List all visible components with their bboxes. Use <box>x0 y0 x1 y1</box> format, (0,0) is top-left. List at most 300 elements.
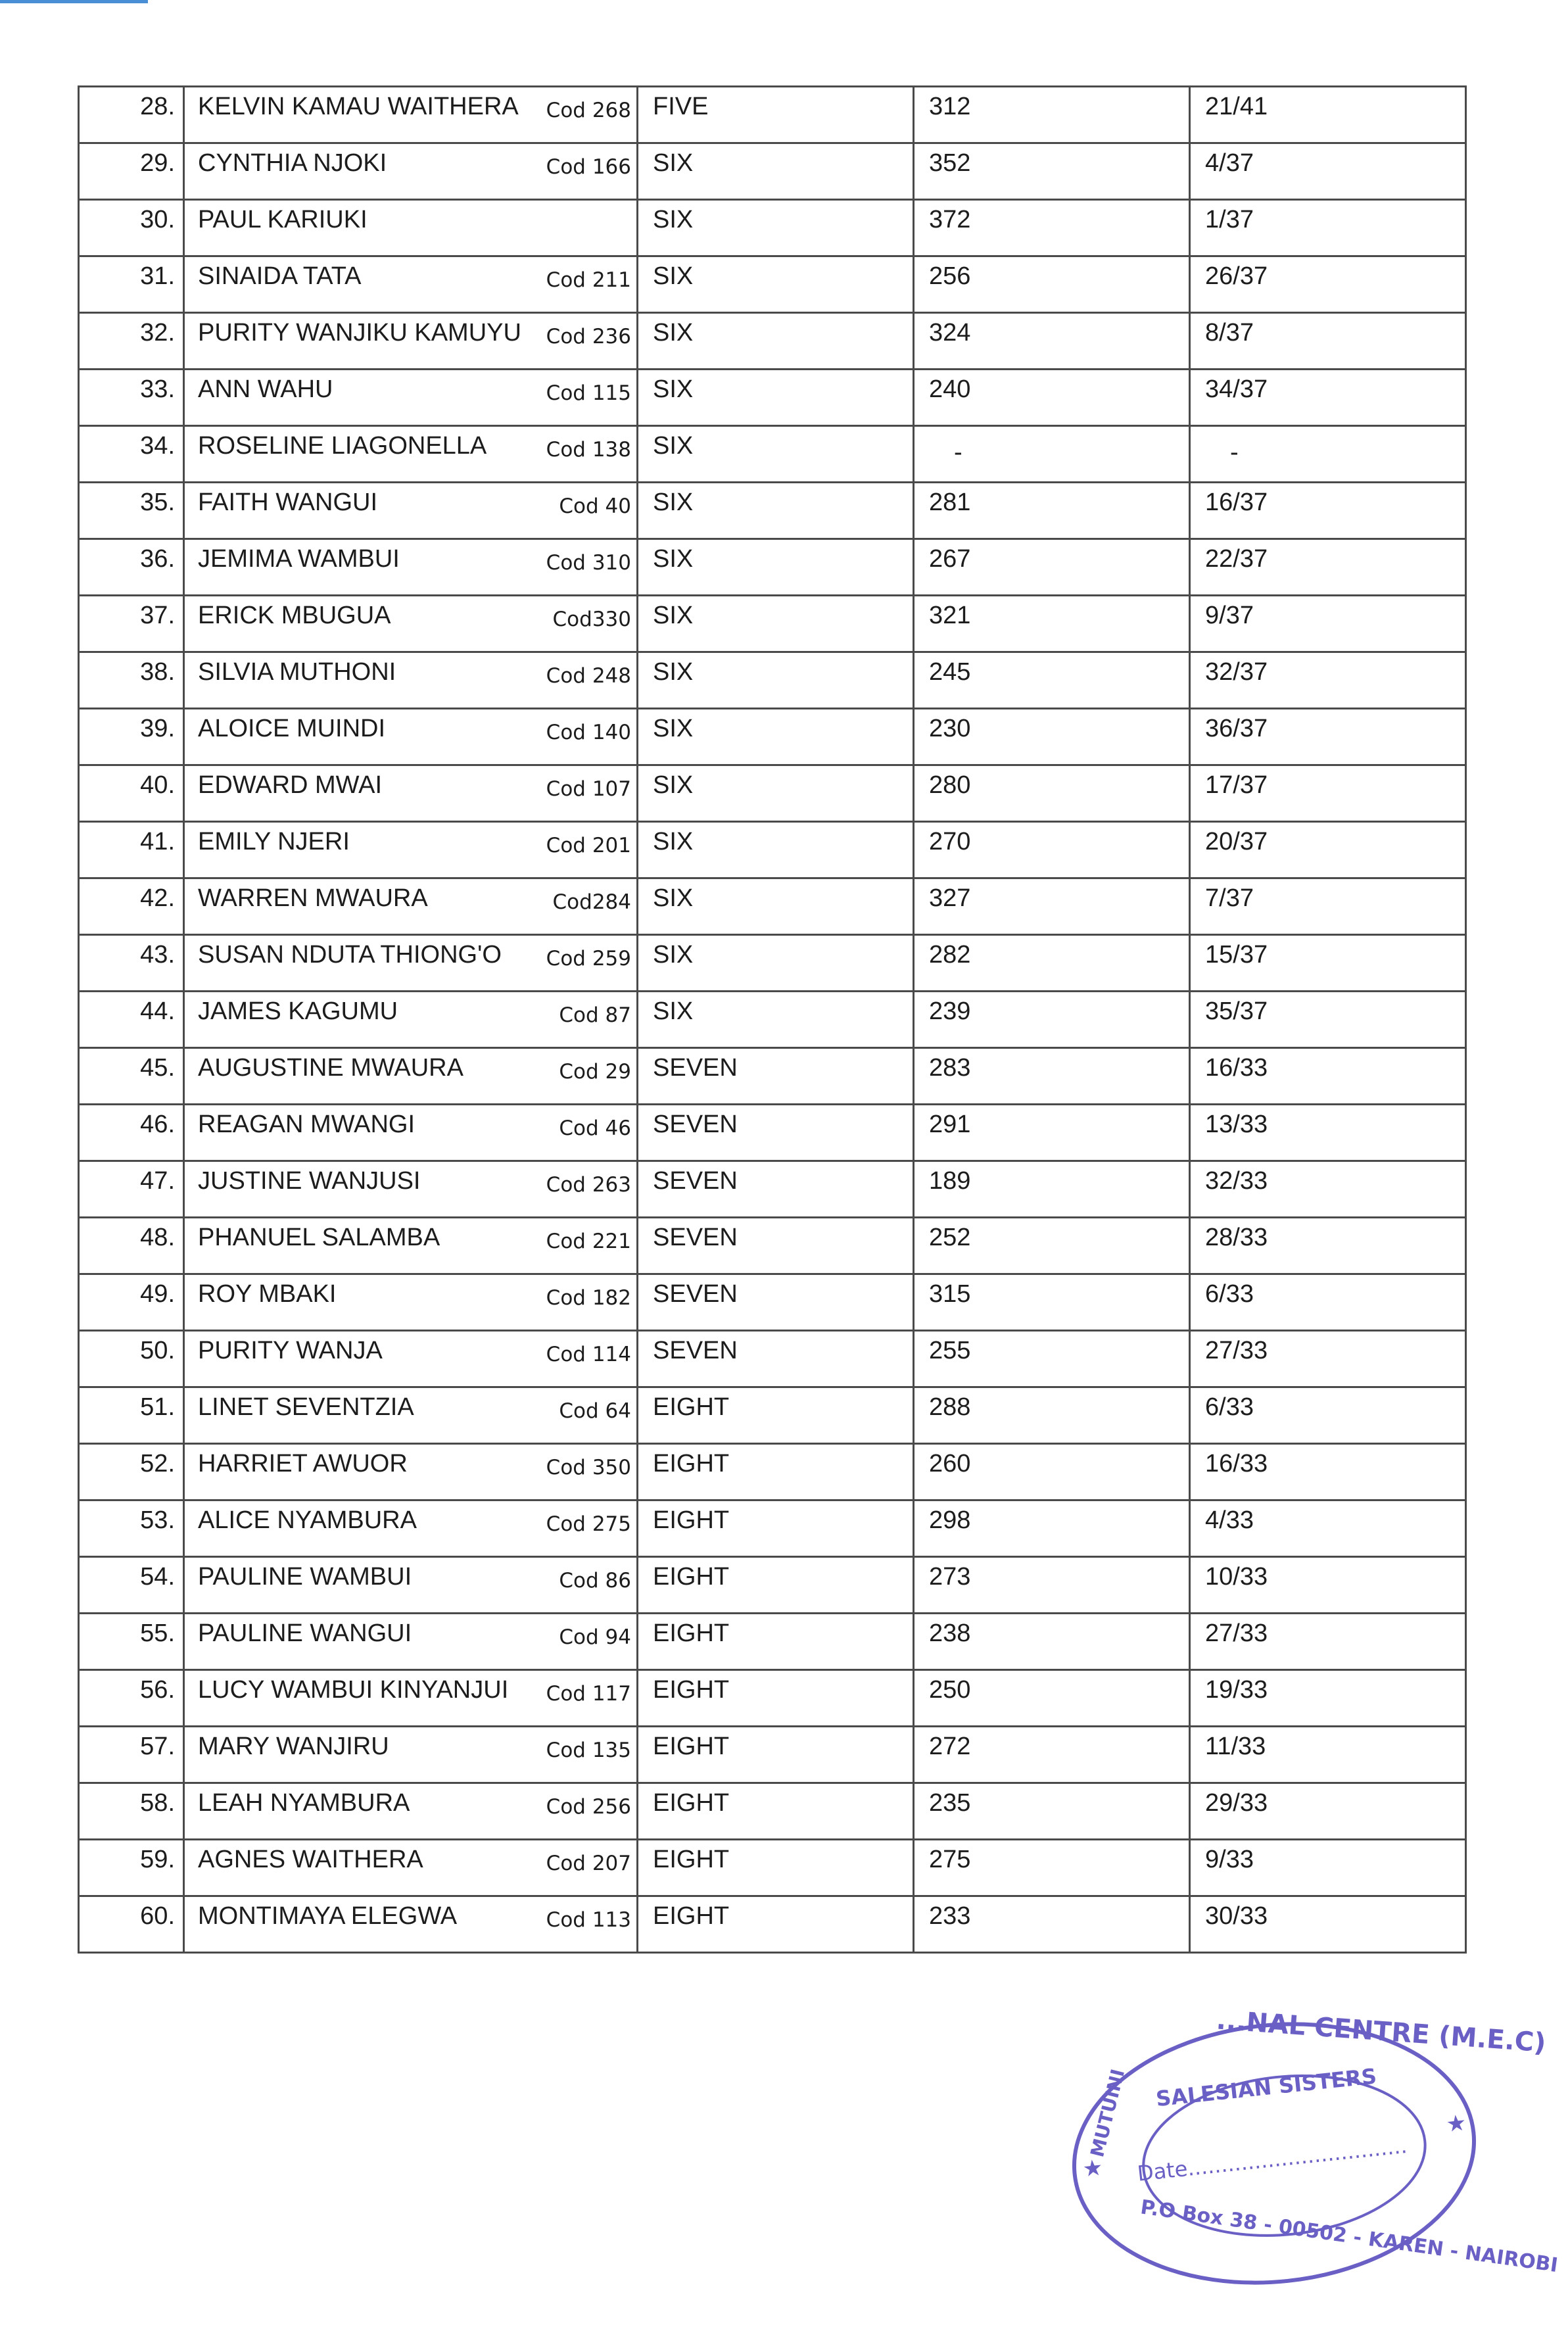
position-cell-text: 4/37 <box>1205 149 1254 177</box>
student-name: EMILY NJERI <box>198 828 350 855</box>
row-number <box>79 1161 184 1218</box>
student-name-cell <box>184 1387 638 1444</box>
student-name: MARY WANJIRU <box>198 1733 389 1760</box>
row-number <box>79 1840 184 1896</box>
class-cell-text: SIX <box>653 884 694 912</box>
row-number-text: 33. <box>140 375 175 403</box>
student-name-cell <box>184 1444 638 1500</box>
position-cell-text: 16/33 <box>1205 1054 1268 1082</box>
marks-cell-text: 280 <box>929 771 971 799</box>
row-number <box>79 256 184 313</box>
class-cell-text: SIX <box>653 658 694 686</box>
position-cell <box>1190 1557 1466 1614</box>
position-cell-text: 7/37 <box>1205 884 1254 912</box>
row-number-text: 35. <box>140 489 175 516</box>
row-number <box>79 87 184 143</box>
position-cell-text: 36/37 <box>1205 715 1268 742</box>
row-number <box>79 822 184 878</box>
student-name-cell <box>184 709 638 765</box>
student-name-cell <box>184 87 638 143</box>
table-row <box>79 87 1466 143</box>
student-name-cell <box>184 370 638 426</box>
stamp-subtitle: SALESIAN SISTERS <box>1154 2063 1378 2112</box>
marks-cell-text: 291 <box>929 1111 971 1138</box>
marks-cell <box>914 1331 1190 1387</box>
marks-cell-text: 275 <box>929 1846 971 1873</box>
table-row <box>79 1274 1466 1331</box>
student-code: Cod284 <box>552 890 631 914</box>
marks-cell <box>914 313 1190 370</box>
position-cell-text: 22/37 <box>1205 545 1268 573</box>
row-number-text: 58. <box>140 1789 175 1817</box>
row-number <box>79 370 184 426</box>
marks-cell-text: 372 <box>929 206 971 233</box>
marks-cell-text: 240 <box>929 375 971 403</box>
marks-cell-text: 189 <box>929 1167 971 1195</box>
position-cell-text: 34/37 <box>1205 375 1268 403</box>
student-name: JAMES KAGUMU <box>198 997 398 1025</box>
marks-cell-text: 324 <box>929 319 971 347</box>
student-code: Cod 221 <box>546 1230 631 1253</box>
class-cell-text: SIX <box>653 771 694 799</box>
marks-cell-text: 352 <box>929 149 971 177</box>
row-number <box>79 1614 184 1670</box>
position-cell <box>1190 1331 1466 1387</box>
student-name: PHANUEL SALAMBA <box>198 1224 440 1251</box>
student-name: KELVIN KAMAU WAITHERA <box>198 93 519 120</box>
position-cell <box>1190 596 1466 652</box>
row-number-text: 54. <box>140 1563 175 1591</box>
table-row <box>79 539 1466 596</box>
row-number <box>79 765 184 822</box>
student-code: Cod 166 <box>546 155 631 179</box>
position-cell-text: 15/37 <box>1205 941 1268 969</box>
row-number-text: 36. <box>140 545 175 573</box>
class-cell-text: EIGHT <box>653 1450 730 1477</box>
student-name-cell <box>184 256 638 313</box>
student-name: REAGAN MWANGI <box>198 1111 416 1138</box>
position-cell-text: 4/33 <box>1205 1506 1254 1534</box>
position-cell <box>1190 1387 1466 1444</box>
position-cell <box>1190 483 1466 539</box>
class-cell <box>638 1331 914 1387</box>
student-name: PAUL KARIUKI <box>198 206 368 233</box>
table-row <box>79 992 1466 1048</box>
position-cell <box>1190 1048 1466 1105</box>
student-name: ROSELINE LIAGONELLA <box>198 432 487 460</box>
position-cell-text: 11/33 <box>1205 1733 1266 1760</box>
row-number-text: 49. <box>140 1280 175 1308</box>
student-code: Cod 64 <box>559 1399 631 1423</box>
row-number-text: 51. <box>140 1393 175 1421</box>
student-code: Cod 87 <box>559 1003 631 1027</box>
table-row <box>79 1783 1466 1840</box>
student-name: PURITY WANJA <box>198 1337 383 1364</box>
class-cell-text: SIX <box>653 375 694 403</box>
marks-cell-text: 267 <box>929 545 971 573</box>
marks-cell-text: 256 <box>929 262 971 290</box>
position-cell <box>1190 992 1466 1048</box>
student-name-cell <box>184 1783 638 1840</box>
student-name: PAULINE WAMBUI <box>198 1563 412 1591</box>
row-number-text: 41. <box>140 828 175 855</box>
table-row <box>79 935 1466 992</box>
student-code: Cod330 <box>552 608 631 631</box>
marks-cell <box>914 1614 1190 1670</box>
table-row <box>79 426 1466 483</box>
row-number <box>79 1048 184 1105</box>
class-cell <box>638 1670 914 1727</box>
position-cell <box>1190 426 1466 483</box>
results-table-body <box>79 87 1466 1953</box>
row-number-text: 39. <box>140 715 175 742</box>
table-row <box>79 1444 1466 1500</box>
row-number-text: 52. <box>140 1450 175 1477</box>
class-cell <box>638 200 914 256</box>
student-name-cell <box>184 1500 638 1557</box>
marks-cell-text: 235 <box>929 1789 971 1817</box>
student-name-cell <box>184 1105 638 1161</box>
marks-cell <box>914 1048 1190 1105</box>
marks-cell-text: 321 <box>929 602 971 629</box>
row-number <box>79 1105 184 1161</box>
student-code: Cod 350 <box>546 1456 631 1479</box>
student-name-cell <box>184 992 638 1048</box>
row-number <box>79 1500 184 1557</box>
marks-cell <box>914 1161 1190 1218</box>
student-name-cell <box>184 822 638 878</box>
marks-cell-text: 315 <box>929 1280 971 1308</box>
position-cell <box>1190 1896 1466 1953</box>
student-name: AGNES WAITHERA <box>198 1846 423 1873</box>
student-name: ERICK MBUGUA <box>198 602 391 629</box>
student-name-cell <box>184 1557 638 1614</box>
student-name: EDWARD MWAI <box>198 771 383 799</box>
position-cell-text: 26/37 <box>1205 262 1268 290</box>
marks-cell <box>914 370 1190 426</box>
table-row <box>79 1614 1466 1670</box>
row-number-text: 60. <box>140 1902 175 1930</box>
class-cell-text: SIX <box>653 828 694 855</box>
row-number-text: 56. <box>140 1676 175 1704</box>
row-number-text: 29. <box>140 149 175 177</box>
class-cell <box>638 1557 914 1614</box>
position-cell-text: 8/37 <box>1205 319 1254 347</box>
class-cell <box>638 1218 914 1274</box>
row-number <box>79 1783 184 1840</box>
student-name-cell <box>184 426 638 483</box>
marks-cell-text: 273 <box>929 1563 971 1591</box>
marks-cell <box>914 1218 1190 1274</box>
position-cell <box>1190 200 1466 256</box>
table-row <box>79 1557 1466 1614</box>
class-cell-text: SIX <box>653 715 694 742</box>
row-number <box>79 1387 184 1444</box>
row-number-text: 42. <box>140 884 175 912</box>
class-cell <box>638 1840 914 1896</box>
stamp-star-left: ★ <box>1081 2154 1105 2183</box>
table-row <box>79 596 1466 652</box>
position-cell-text: 32/33 <box>1205 1167 1268 1195</box>
table-row <box>79 765 1466 822</box>
table-row <box>79 709 1466 765</box>
row-number <box>79 313 184 370</box>
student-name: ROY MBAKI <box>198 1280 337 1308</box>
row-number <box>79 1444 184 1500</box>
marks-cell-text: 260 <box>929 1450 971 1477</box>
student-name: ALOICE MUINDI <box>198 715 386 742</box>
class-cell-text: EIGHT <box>653 1733 730 1760</box>
class-cell-text: SIX <box>653 545 694 573</box>
class-cell-text: SIX <box>653 262 694 290</box>
marks-cell <box>914 1840 1190 1896</box>
marks-cell-text: 270 <box>929 828 971 855</box>
student-name: CYNTHIA NJOKI <box>198 149 387 177</box>
class-cell-text: EIGHT <box>653 1676 730 1704</box>
student-name: JEMIMA WAMBUI <box>198 545 400 573</box>
class-cell-text: SIX <box>653 432 694 460</box>
class-cell <box>638 1048 914 1105</box>
student-code: Cod 115 <box>546 381 631 405</box>
student-code: Cod 135 <box>546 1739 631 1762</box>
row-number <box>79 200 184 256</box>
marks-cell-text: 245 <box>929 658 971 686</box>
position-cell-text: 9/33 <box>1205 1846 1254 1873</box>
position-cell-text: 32/37 <box>1205 658 1268 686</box>
student-code: Cod 107 <box>546 777 631 801</box>
student-name: FAITH WANGUI <box>198 489 378 516</box>
student-code: Cod 114 <box>546 1343 631 1366</box>
student-name-cell <box>184 1670 638 1727</box>
marks-cell <box>914 596 1190 652</box>
position-cell-text: 16/33 <box>1205 1450 1268 1477</box>
class-cell <box>638 1274 914 1331</box>
student-name-cell <box>184 313 638 370</box>
stamp-date-line: Date................................. <box>1136 2132 1408 2186</box>
class-cell-text: SIX <box>653 489 694 516</box>
row-number-text: 37. <box>140 602 175 629</box>
class-cell <box>638 1614 914 1670</box>
row-number-text: 28. <box>140 93 175 120</box>
class-cell-text: SIX <box>653 602 694 629</box>
marks-cell <box>914 426 1190 483</box>
class-cell-text: EIGHT <box>653 1563 730 1591</box>
table-row <box>79 878 1466 935</box>
class-cell <box>638 1896 914 1953</box>
table-row <box>79 1896 1466 1953</box>
row-number <box>79 143 184 200</box>
class-cell <box>638 878 914 935</box>
student-code: Cod 117 <box>546 1682 631 1706</box>
stamp-top-text: ...NAL CENTRE (M.E.C) <box>1215 2005 1547 2059</box>
marks-cell <box>914 143 1190 200</box>
row-number-text: 44. <box>140 997 175 1025</box>
marks-cell <box>914 1387 1190 1444</box>
student-code: Cod 275 <box>546 1512 631 1536</box>
marks-cell-text: 288 <box>929 1393 971 1421</box>
student-code: Cod 94 <box>559 1625 631 1649</box>
marks-cell-text: 250 <box>929 1676 971 1704</box>
position-cell <box>1190 370 1466 426</box>
class-cell <box>638 1105 914 1161</box>
marks-cell-text: 272 <box>929 1733 971 1760</box>
student-name-cell <box>184 1274 638 1331</box>
class-cell <box>638 652 914 709</box>
row-number <box>79 652 184 709</box>
table-row <box>79 822 1466 878</box>
marks-cell-text: 282 <box>929 941 971 969</box>
row-number <box>79 1218 184 1274</box>
student-name-cell <box>184 1896 638 1953</box>
student-code: Cod 86 <box>559 1569 631 1593</box>
student-code: Cod 211 <box>546 268 631 292</box>
class-cell <box>638 426 914 483</box>
marks-cell-text: 283 <box>929 1054 971 1082</box>
student-name-cell <box>184 200 638 256</box>
marks-cell <box>914 822 1190 878</box>
student-name: ANN WAHU <box>198 375 333 403</box>
marks-cell <box>914 935 1190 992</box>
student-code: Cod 138 <box>546 438 631 462</box>
row-number-text: 57. <box>140 1733 175 1760</box>
marks-cell-text: - <box>954 439 962 466</box>
top-left-corner-mark <box>0 0 148 3</box>
stamp-star-right: ★ <box>1444 2109 1468 2138</box>
class-cell <box>638 143 914 200</box>
student-name-cell <box>184 1727 638 1783</box>
student-name: HARRIET AWUOR <box>198 1450 408 1477</box>
position-cell <box>1190 652 1466 709</box>
position-cell-text: 29/33 <box>1205 1789 1268 1817</box>
class-cell <box>638 709 914 765</box>
class-cell-text: SIX <box>653 319 694 347</box>
position-cell <box>1190 1670 1466 1727</box>
row-number-text: 48. <box>140 1224 175 1251</box>
row-number-text: 32. <box>140 319 175 347</box>
row-number <box>79 1670 184 1727</box>
student-name-cell <box>184 1161 638 1218</box>
student-name-cell <box>184 1218 638 1274</box>
student-code: Cod 310 <box>546 551 631 575</box>
position-cell <box>1190 143 1466 200</box>
marks-cell <box>914 200 1190 256</box>
class-cell <box>638 822 914 878</box>
student-name-cell <box>184 1614 638 1670</box>
class-cell-text: SEVEN <box>653 1224 738 1251</box>
marks-cell <box>914 256 1190 313</box>
marks-cell-text: 255 <box>929 1337 971 1364</box>
table-row <box>79 256 1466 313</box>
row-number-text: 40. <box>140 771 175 799</box>
marks-cell-text: 298 <box>929 1506 971 1534</box>
row-number <box>79 426 184 483</box>
position-cell-text: 21/41 <box>1205 93 1268 120</box>
position-cell <box>1190 765 1466 822</box>
row-number <box>79 1896 184 1953</box>
class-cell-text: FIVE <box>653 93 709 120</box>
student-name-cell <box>184 1331 638 1387</box>
row-number-text: 31. <box>140 262 175 290</box>
student-name-cell <box>184 143 638 200</box>
position-cell-text: 16/37 <box>1205 489 1268 516</box>
table-row <box>79 1727 1466 1783</box>
class-cell-text: EIGHT <box>653 1506 730 1534</box>
student-name: PURITY WANJIKU KAMUYU <box>198 319 521 347</box>
student-code: Cod 201 <box>546 834 631 857</box>
position-cell <box>1190 1614 1466 1670</box>
marks-cell-text: 327 <box>929 884 971 912</box>
student-name: PAULINE WANGUI <box>198 1619 412 1647</box>
marks-cell-text: 239 <box>929 997 971 1025</box>
stamp-bottom-text: P.O Box 38 - 00502 - KAREN - NAIROBI <box>1139 2195 1559 2278</box>
class-cell-text: SIX <box>653 941 694 969</box>
table-row <box>79 1331 1466 1387</box>
student-code: Cod 140 <box>546 721 631 744</box>
marks-cell <box>914 539 1190 596</box>
class-cell-text: SEVEN <box>653 1054 738 1082</box>
table-row <box>79 1218 1466 1274</box>
class-cell-text: SEVEN <box>653 1337 738 1364</box>
position-cell-text: 27/33 <box>1205 1337 1268 1364</box>
class-cell-text: SEVEN <box>653 1167 738 1195</box>
class-cell <box>638 596 914 652</box>
student-code: Cod 256 <box>546 1795 631 1819</box>
position-cell <box>1190 313 1466 370</box>
student-code: Cod 29 <box>559 1060 631 1084</box>
table-row <box>79 483 1466 539</box>
position-cell-text: 28/33 <box>1205 1224 1268 1251</box>
student-name: AUGUSTINE MWAURA <box>198 1054 463 1082</box>
marks-cell <box>914 878 1190 935</box>
class-cell <box>638 1783 914 1840</box>
marks-cell-text: 238 <box>929 1619 971 1647</box>
stamp-side-text: MUTUINI <box>1086 2067 1129 2159</box>
student-code: Cod 236 <box>546 325 631 348</box>
row-number <box>79 483 184 539</box>
student-code: Cod 248 <box>546 664 631 688</box>
row-number <box>79 878 184 935</box>
row-number <box>79 1727 184 1783</box>
position-cell <box>1190 1444 1466 1500</box>
marks-cell <box>914 1444 1190 1500</box>
results-table <box>78 85 1467 1954</box>
student-name: ALICE NYAMBURA <box>198 1506 417 1534</box>
position-cell <box>1190 256 1466 313</box>
student-name: WARREN MWAURA <box>198 884 428 912</box>
class-cell-text: SIX <box>653 997 694 1025</box>
marks-cell <box>914 87 1190 143</box>
student-code: Cod 40 <box>559 494 631 518</box>
position-cell <box>1190 709 1466 765</box>
class-cell-text: SIX <box>653 206 694 233</box>
marks-cell <box>914 1783 1190 1840</box>
student-name: SINAIDA TATA <box>198 262 362 290</box>
position-cell <box>1190 539 1466 596</box>
student-name-cell <box>184 483 638 539</box>
marks-cell <box>914 652 1190 709</box>
row-number-text: 59. <box>140 1846 175 1873</box>
row-number <box>79 1331 184 1387</box>
class-cell <box>638 370 914 426</box>
class-cell <box>638 992 914 1048</box>
row-number-text: 45. <box>140 1054 175 1082</box>
position-cell-text: - <box>1230 439 1239 466</box>
position-cell-text: 35/37 <box>1205 997 1268 1025</box>
position-cell <box>1190 1274 1466 1331</box>
row-number <box>79 709 184 765</box>
position-cell <box>1190 1500 1466 1557</box>
student-name: SUSAN NDUTA THIONG'O <box>198 941 502 969</box>
